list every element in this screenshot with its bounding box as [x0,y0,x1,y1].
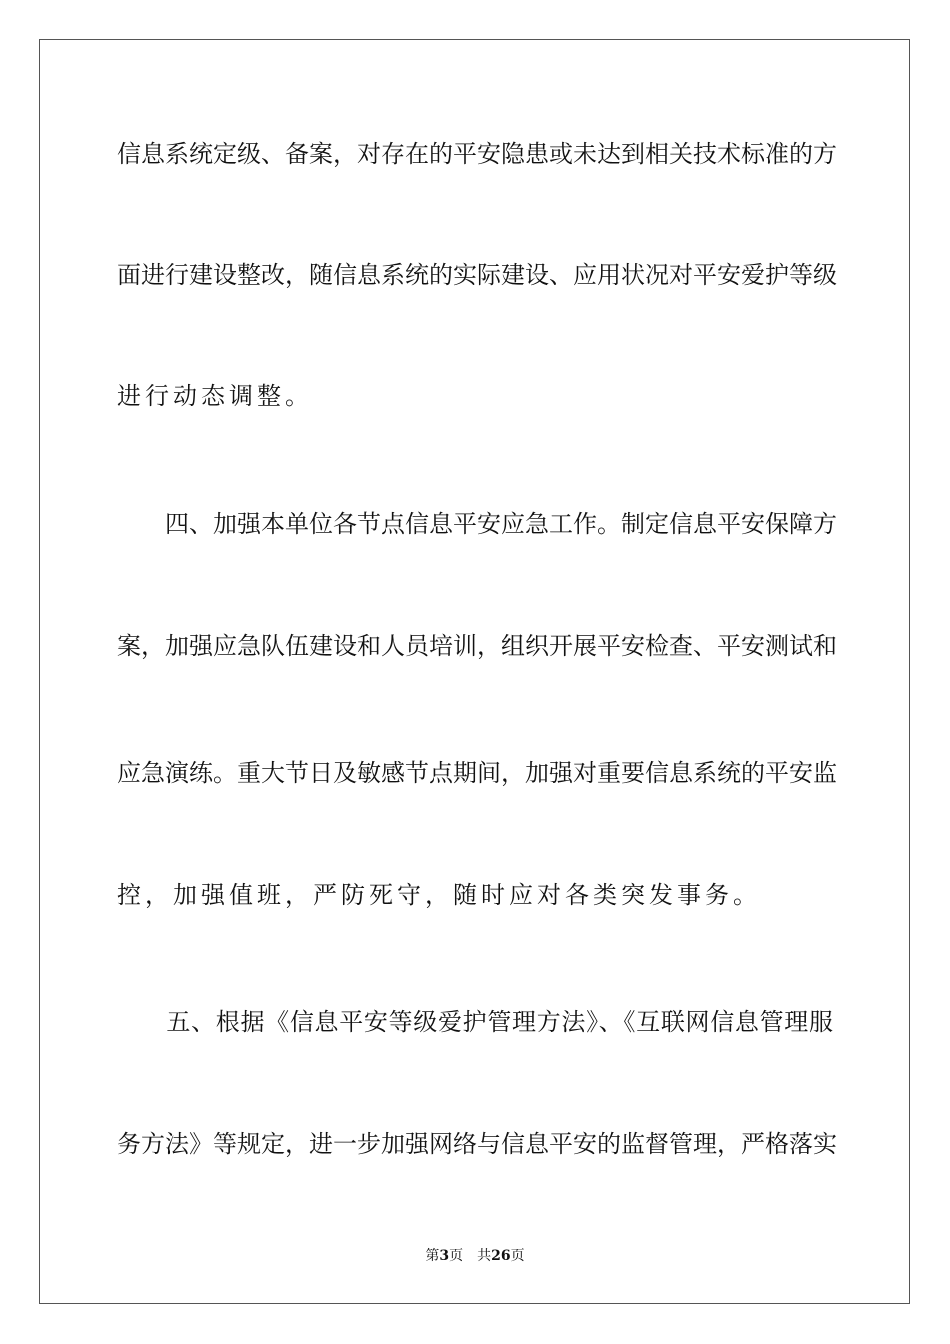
body-line-9: 务方法》等规定，进一步加强网络与信息平安的监督管理，严格落实 [117,1130,837,1158]
page-border [39,39,910,1304]
page-number: 3 [439,1248,450,1264]
body-line-3: 进行动态调整。 [117,382,313,410]
body-line-1: 信息系统定级、备案，对存在的平安隐患或未达到相关技术标准的方 [117,140,837,168]
body-line-8: 五、根据《信息平安等级爱护管理方法》、《互联网信息管理服 [117,1008,833,1036]
page-suffix: 页 [449,1248,464,1264]
body-line-2: 面进行建设整改，随信息系统的实际建设、应用状况对平安爱护等级 [117,261,837,289]
body-line-5: 案，加强应急队伍建设和人员培训，组织开展平安检查、平安测试和 [117,632,837,660]
total-pages: 26 [491,1248,511,1264]
page-prefix: 第 [425,1248,440,1264]
body-line-4: 四、加强本单位各节点信息平安应急工作。制定信息平安保障方 [117,510,837,538]
total-prefix: 共 [477,1248,492,1264]
body-line-6: 应急演练。重大节日及敏感节点期间，加强对重要信息系统的平安监 [117,759,837,787]
body-line-7: 控，加强值班，严防死守，随时应对各类突发事务。 [117,881,761,909]
total-suffix: 页 [510,1248,525,1264]
page-footer [0,1246,950,1266]
